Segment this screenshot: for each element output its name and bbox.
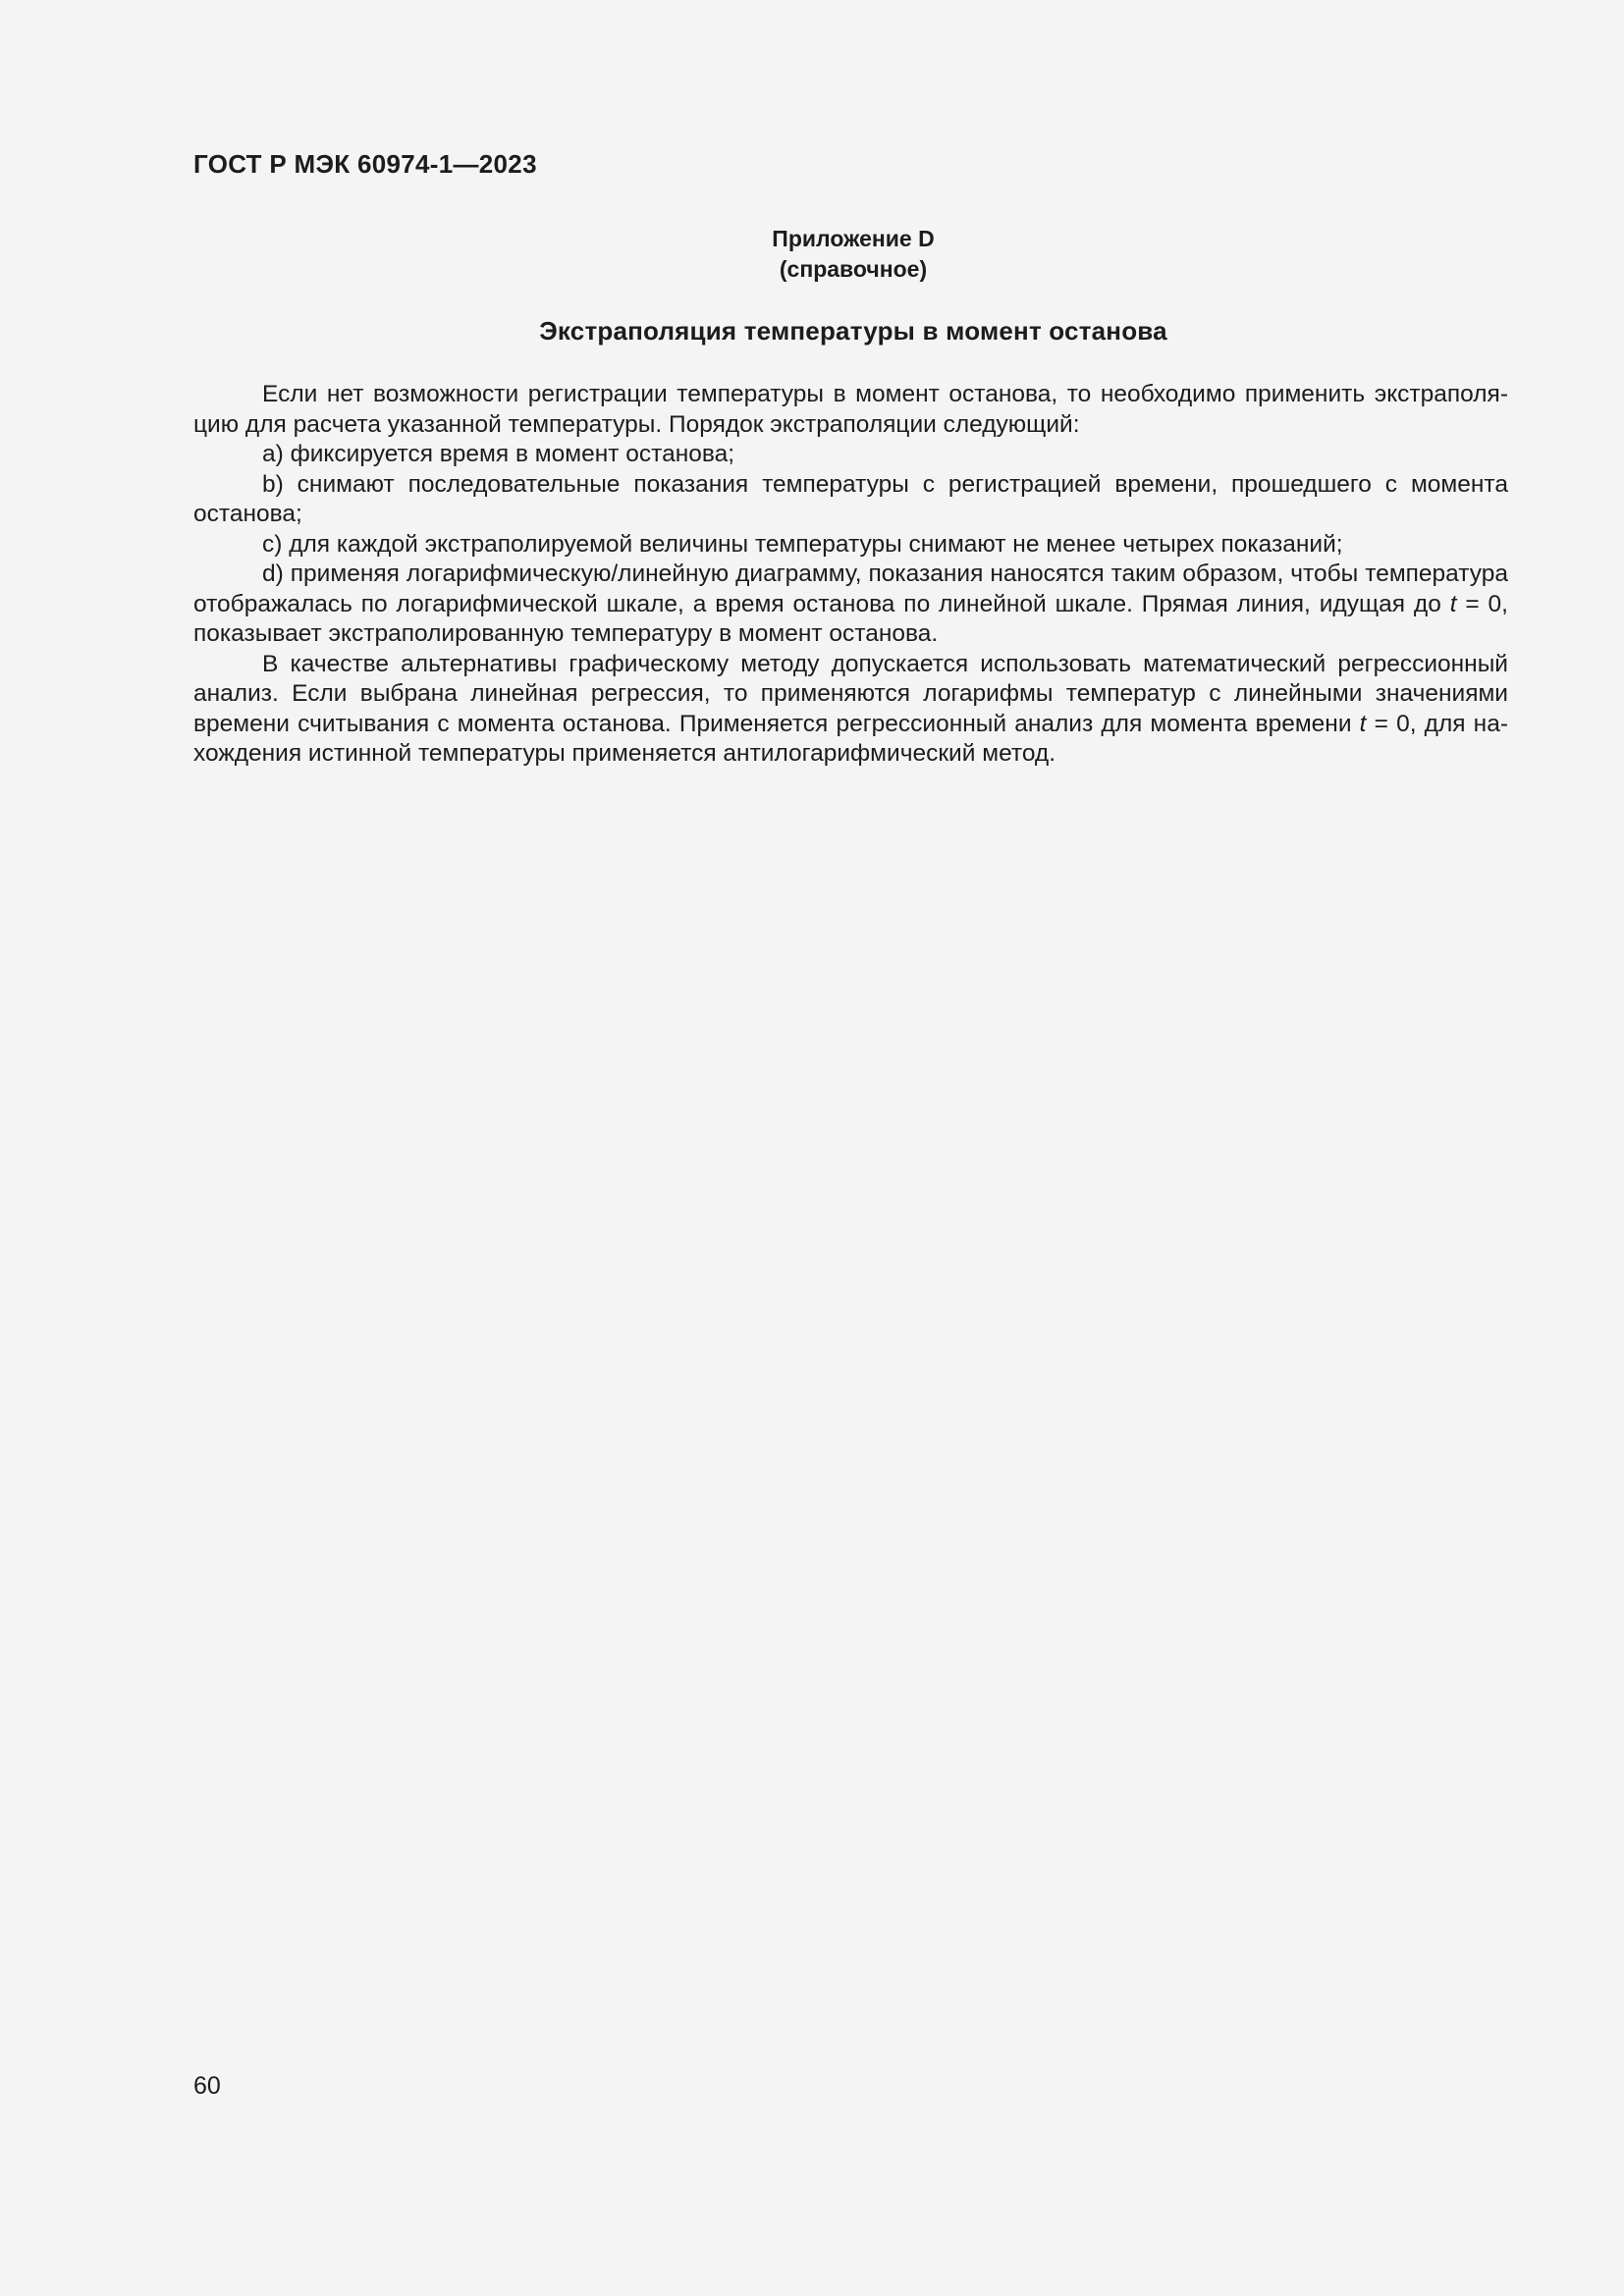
annex-body [193, 380, 1508, 770]
list-item-d-text-2: = 0, показывает экстраполированную температуру в момент останова. [193, 590, 1508, 647]
time-variable: t [1449, 590, 1457, 617]
standard-code-header: ГОСТ Р МЭК 60974-1—2023 [193, 149, 537, 179]
paragraph-alternative [193, 650, 1508, 770]
annex-heading [41, 224, 1624, 285]
list-item-d [193, 560, 1508, 650]
time-variable: t [1359, 710, 1367, 737]
paragraph-alternative-text-2: = 0, для нахождения истинной температуры применяется антилогарифмический метод. [193, 710, 1509, 767]
annex-status: (справочное) [779, 256, 928, 282]
list-item-d-text-1: d) применяя логарифмическую/линейную диаграмму, показания наносятся таким образом, чтобы температура отображалась по логарифмической шкале, а время останова по линейной шкале. Прямая линия, идущая до [193, 561, 1508, 617]
list-item-a: a) фиксируется время в момент останова; [262, 441, 735, 467]
list-item-b: b) снимают последовательные показания температуры с регистрацией времени, прошедшего с момента останова; [193, 470, 1508, 527]
paragraph-intro: Если нет возможности регистрации температуры в момент останова, то необходимо применить экстраполяцию для расчета указанной температуры. Порядок экстраполяции следующий: [193, 381, 1508, 438]
paragraph-alternative-text-1: В качестве альтернативы графическому методу допускается использовать математический регрессионный анализ. Если выбрана линейная регрессия, то применяются логарифмы температур с линейными значениями времени считывания с момента останова. Применяется регрессионный анализ для момента времени [193, 650, 1508, 737]
page-number: 60 [193, 2072, 221, 2100]
annex-label: Приложение D [772, 226, 935, 251]
annex-title: Экстраполяция температуры в момент останова [539, 316, 1167, 346]
list-item-c: c) для каждой экстраполируемой величины температуры снимают не менее четырех показаний; [262, 530, 1343, 558]
